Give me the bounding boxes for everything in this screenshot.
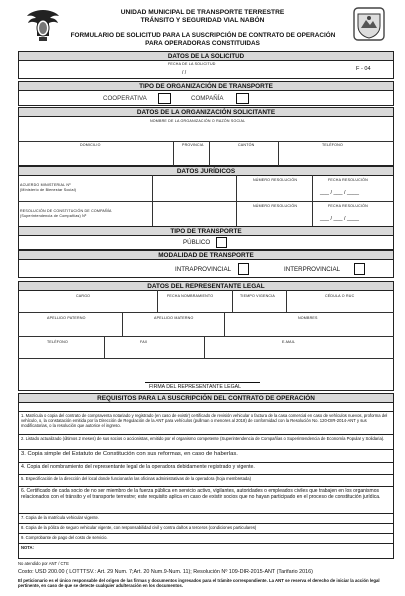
apellido-paterno-label: APELLIDO PATERNO [47, 316, 86, 320]
publico-checkbox[interactable] [216, 237, 227, 248]
header-line-2: TRÁNSITO Y SEGURIDAD VIAL NABÓN [140, 17, 265, 24]
requisito-9: 9. Comprobante de pago del costo de servicio. [18, 534, 394, 544]
provincia-label: PROVINCIA [182, 143, 204, 147]
form-title: FORMULARIO DE SOLICITUD PARA LA SUSCRIPCIÓN DE CONTRATO DE OPERACIÓN [70, 32, 336, 39]
cooperativa-checkbox[interactable] [158, 93, 171, 104]
tiempo-vigencia-label: TIEMPO VIGENCIA [240, 294, 275, 298]
apellido-materno-label: APELLIDO MATERNO [154, 316, 194, 320]
resolucion-constitucion-label: RESOLUCIÓN DE CONSTITUCIÓN DE COMPAÑÍA [20, 209, 112, 213]
nombre-organizacion-label: NOMBRE DE LA ORGANIZACIÓN O RAZÓN SOCIAL [150, 119, 246, 123]
section-modalidad: MODALIDAD DE TRANSPORTE [18, 250, 394, 260]
section-tipo-organizacion: TIPO DE ORGANIZACIÓN DE TRANSPORTE [18, 81, 394, 91]
fecha-solicitud-field[interactable]: / / [182, 70, 187, 76]
disclaimer-text: El peticionario es el único responsable del origen de las firmas y documentos ingresados para el trámite correspondiente. La ANT se reserva el derecho de iniciar la acción legal pertinente, en caso de que se detecte cualquier adulteración en los documentos. [18, 578, 380, 589]
fecha-resolucion-field-1[interactable]: ___ / ___ / ____ [320, 190, 359, 196]
section-tipo-transporte: TIPO DE TRANSPORTE [18, 226, 394, 236]
requisito-5: 5. Especificación de la dirección del local donde funcionarán las oficinas administrativas de la operadora (hoja membretada) [18, 475, 394, 487]
compania-checkbox[interactable] [236, 93, 249, 104]
compania-label: COMPAÑÍA [191, 95, 224, 102]
section-requisitos: REQUISITOS PARA LA SUSCRIPCIÓN DEL CONTRATO DE OPERACIÓN [18, 393, 394, 403]
requisitos-subheader [18, 402, 394, 412]
requisito-1: 1. Matrícula o copia del contrato de compraventa notariado y registrado (en caso de existir) certificado de revisión vehicular o factura de la casa comercial en caso de vehículos nuevos, proforma del vehículo, o, la constatación emitida por la Dirección de Regulación de la ANT para vehículos (pullman o menores al 2018) de conformidad con la Resolución No. 120-DIR-2014-ANT y sus modificatorias, o la resolución que autorice el ingreso. [18, 412, 394, 435]
publico-label: PÚBLICO [183, 239, 211, 246]
requisito-2: 2. Listado actualizado (últimos 2 meses) de sus socios o accionistas, emitido por el organismo competente (Superintendencia de Compañías o Superintendencia de Economía Popular y Solidaria). [18, 435, 394, 450]
asesor-text: No atendido por ANT / CTE [18, 561, 69, 566]
form-subtitle: PARA OPERADORAS CONSTITUIDAS [145, 40, 260, 47]
requisito-4: 4. Copia del nombramiento del representante legal de la operadora debidamente registrado y vigente. [18, 463, 394, 475]
requisito-3: 3. Copia simple del Estatuto de Constitución con sus reformas, en caso de haberlas. [18, 450, 394, 463]
fecha-resolucion-label-2: FECHA RESOLUCIÓN [328, 204, 368, 208]
numero-resolucion-label-2: NÚMERO RESOLUCIÓN [253, 204, 298, 208]
acuerdo-ministerial-label: ACUERDO MINISTERIAL Nº [20, 183, 71, 187]
interprovincial-label: INTERPROVINCIAL [284, 266, 341, 273]
firma-label: FIRMA DEL REPRESENTANTE LEGAL [149, 384, 241, 390]
nombres-label: NOMBRES [298, 316, 318, 320]
resolucion-constitucion-sub: (Superintendencia de Compañías) Nº [20, 214, 87, 218]
canton-label: CANTÓN [238, 143, 255, 147]
section-organizacion: DATOS DE LA ORGANIZACIÓN SOLICITANTE [18, 107, 394, 117]
telefono-org-label: TELÉFONO [322, 143, 343, 147]
fax-label: FAX [140, 340, 148, 344]
interprovincial-checkbox[interactable] [354, 263, 365, 275]
nota-row: NOTA: [18, 544, 394, 559]
acuerdo-ministerial-sub: (Ministerio de Bienestar Social) [20, 188, 77, 192]
cooperativa-label: COOPERATIVA [103, 95, 147, 102]
section-representante: DATOS DEL REPRESENTANTE LEGAL [18, 281, 394, 291]
intraprovincial-label: INTRAPROVINCIAL [175, 266, 232, 273]
firma-line [145, 382, 260, 383]
cedula-label: CÉDULA O RUC [325, 294, 355, 298]
section-solicitud: DATOS DE LA SOLICITUD [18, 51, 394, 61]
fecha-resolucion-field-2[interactable]: ___ / ___ / ____ [320, 216, 359, 222]
requisito-7: 7. Copia de la matrícula vehicular vigente. [18, 514, 394, 524]
form-code: F - 04 [356, 66, 371, 72]
intraprovincial-checkbox[interactable] [238, 263, 249, 275]
header-line-1: UNIDAD MUNICIPAL DE TRANSPORTE TERRESTRE [120, 9, 285, 16]
cargo-label: CARGO [76, 294, 91, 298]
email-label: E-MAIL [282, 340, 296, 344]
fecha-nombramiento-label: FECHA NOMBRAMIENTO [167, 294, 214, 298]
requisito-6: 6. Certificado de cada socio de no ser miembro de la fuerza pública en servicio activo, vigilantes, autoridades o empleados civiles que trabajen en los organismos relacionados con el tránsito y el transporte terrestre; este requisito aplica en caso de existir socios que no hayan participado en el proceso de constitución jurídica. [18, 487, 394, 514]
fecha-resolucion-label-1: FECHA RESOLUCIÓN [328, 178, 368, 182]
requisito-8: 8. Copia de la póliza de seguro vehicular vigente, con responsabilidad civil y contra daños a terceros (condiciones particulares) [18, 524, 394, 534]
representante-box [18, 290, 394, 391]
telefono-rep-label: TELÉFONO [47, 340, 68, 344]
numero-resolucion-label-1: NÚMERO RESOLUCIÓN [253, 178, 298, 182]
fecha-solicitud-label: FECHA DE LA SOLICITUD [168, 62, 216, 66]
section-juridicos: DATOS JURÍDICOS [18, 166, 394, 176]
domicilio-label: DOMICILIO [80, 143, 101, 147]
costo-text: Costo: USD 200.00 ( LOTTTSV.: Art. 29 Num. 7;Art. 20 Num.9-Num. 11); Resolución Nº 109-DIR-2015-ANT (Tarifario 2016) [18, 569, 313, 575]
